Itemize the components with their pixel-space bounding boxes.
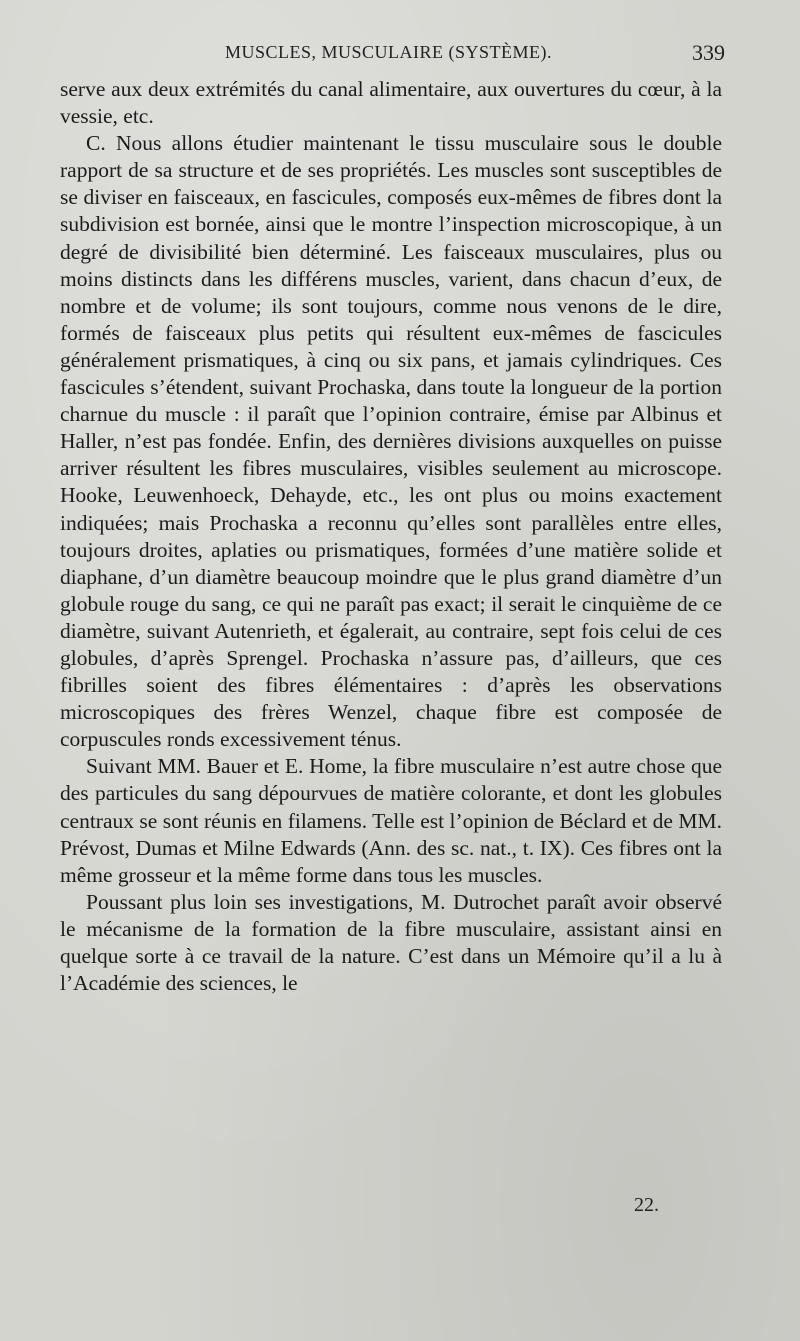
paragraph-continuation: serve aux deux extrémités du canal alimentaire, aux ouvertures du cœur, à la vessie, etc.	[60, 77, 722, 129]
paragraph-structure: C. Nous allons étudier maintenant le tissu musculaire sous le double rapport de sa structure et de ses propriétés. Les muscles sont susceptibles de se diviser en faisceaux, en fascicules, composés eux-mêmes de fibres dont la subdivision est bornée, ainsi que le montre l’inspection microscopique, à un degré de divisibilité bien déterminé. Les faisceaux musculaires, plus ou moins distincts dans les différens muscles, varient, dans chacun d’eux, de nombre et de volume; ils sont toujours, comme nous venons de le dire, formés de faisceaux plus petits qui résultent eux-mêmes de fascicules généralement prismatiques, à cinq ou six pans, et jamais cylindriques. Ces fascicules s’étendent, suivant Prochaska, dans toute la longueur de la portion charnue du muscle : il paraît que l’opinion contraire, émise par Albinus et Haller, n’est pas fondée. Enfin, des dernières divisions auxquelles on puisse arriver résultent les fibres musculaires, visibles seulement au microscope. Hooke, Leuwenhoeck, Dehayde, etc., les ont plus ou moins exactement indiquées; mais Prochaska a reconnu qu’elles sont parallèles entre elles, toujours droites, aplaties ou prismatiques, formées d’une matière solide et diaphane, d’un diamètre beaucoup moindre que le plus grand diamètre d’un globule rouge du sang, ce qui ne paraît pas exact; il serait le cinquième de ce diamètre, suivant Autenrieth, et égalerait, au contraire, sept fois celui de ces globules, d’après Sprengel. Prochaska n’assure pas, d’ailleurs, que ces fibrilles soient des fibres élémentaires : d’après les observations microscopiques des frères Wenzel, chaque fibre est composée de corpuscules ronds excessivement ténus.	[60, 131, 722, 752]
signature-mark: 22.	[634, 1194, 659, 1216]
text-body	[60, 76, 722, 997]
running-title: MUSCLES, MUSCULAIRE (SYSTÈME).	[225, 42, 553, 62]
running-head	[60, 40, 725, 68]
paragraph-bauer-home: Suivant MM. Bauer et E. Home, la fibre musculaire n’est autre chose que des particules du sang dépourvues de matière colorante, et dont les globules centraux se sont réunis en filamens. Telle est l’opinion de Béclard et de MM. Prévost, Dumas et Milne Edwards (Ann. des sc. nat., t. IX). Ces fibres ont la même grosseur et la même forme dans tous les muscles.	[60, 754, 722, 887]
paragraph-dutrochet: Poussant plus loin ses investigations, M. Dutrochet paraît avoir observé le mécanisme de la formation de la fibre musculaire, assistant ainsi en quelque sorte à ce travail de la nature. C’est dans un Mémoire qu’il a lu à l’Académie des sciences, le	[60, 889, 722, 996]
page-number: 339	[692, 40, 725, 65]
